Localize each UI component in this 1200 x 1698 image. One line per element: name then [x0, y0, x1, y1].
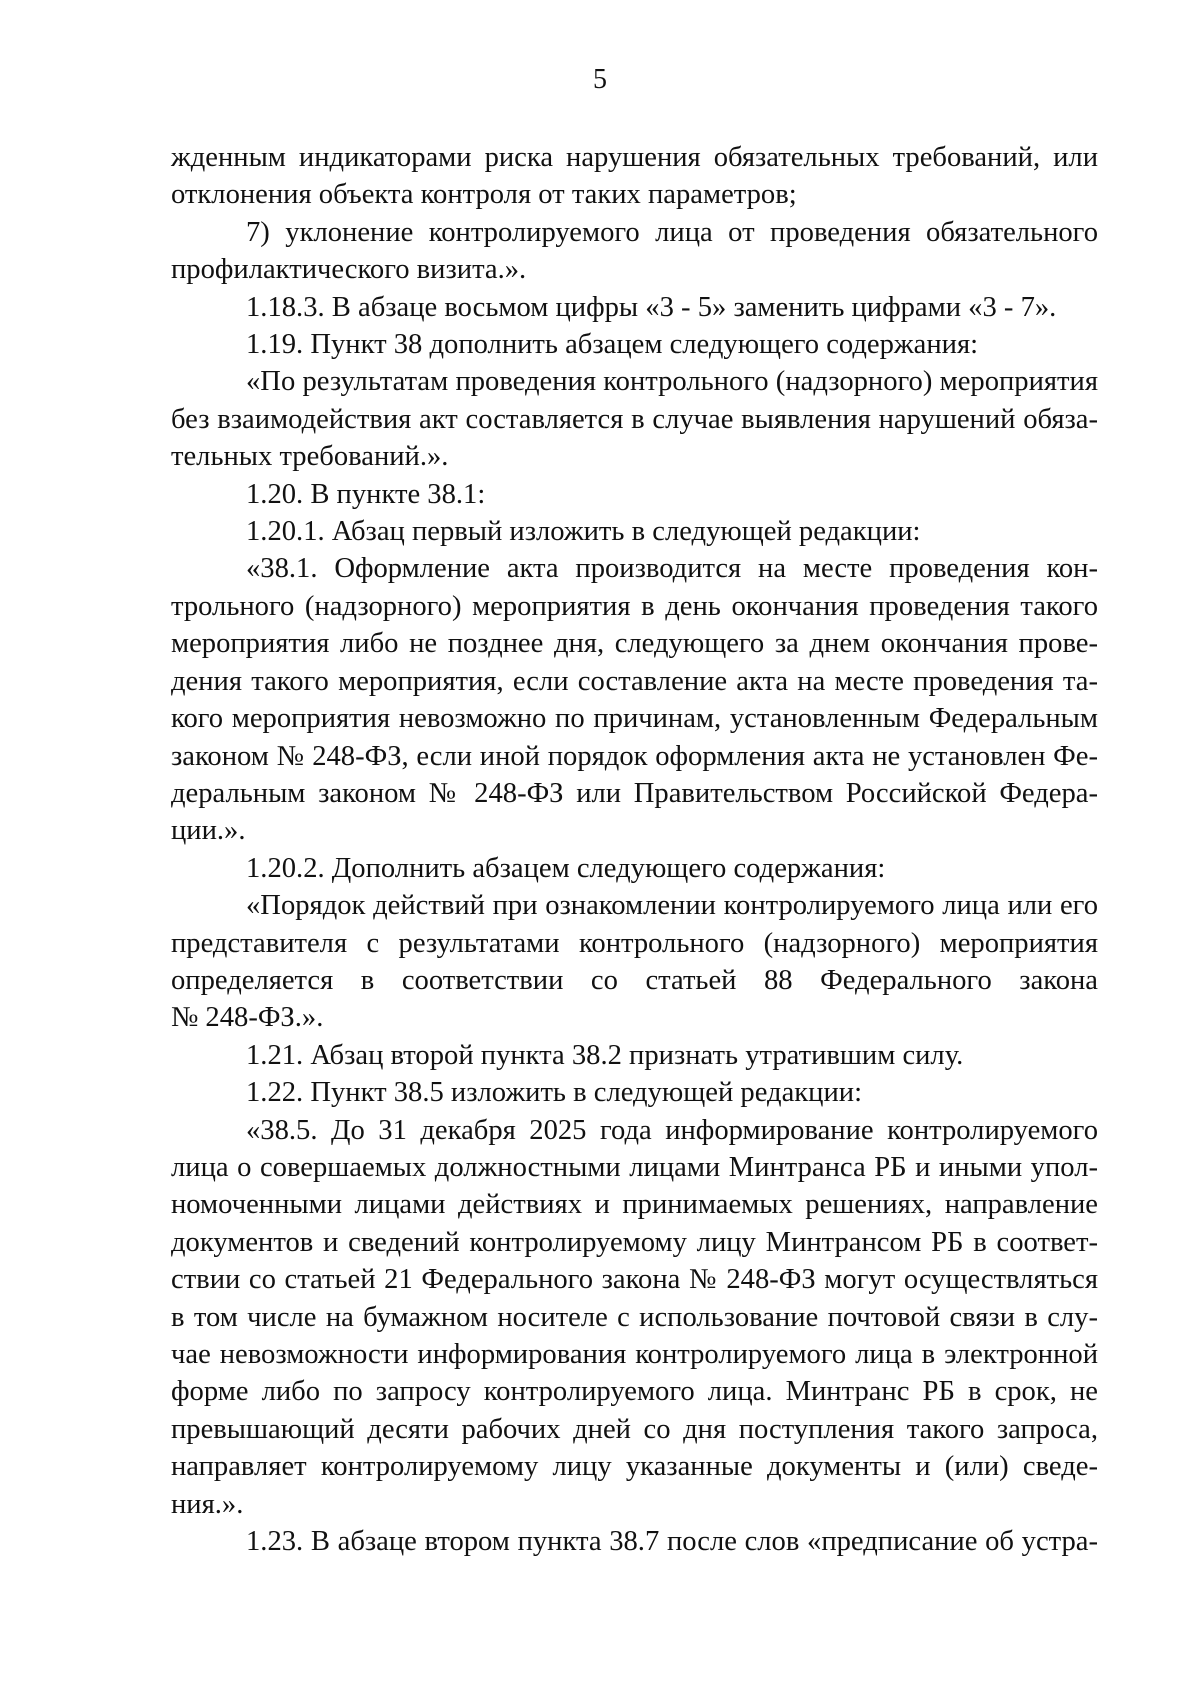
- text-line: жденным индикаторами риска нарушения обязательных требований, или: [171, 142, 1098, 173]
- text-line: отклонения объекта контроля от таких параметров;: [171, 179, 797, 211]
- text-line: чае невозможности информирования контролируемого лица в электронной: [171, 1339, 1098, 1370]
- text-line: «По результатам проведения контрольного (надзорного) мероприятия: [246, 366, 1098, 398]
- text-line: без взаимодействия акт составляется в случае выявления нарушений обяза-: [171, 403, 1098, 435]
- text-line: направляет контролируемому лицу указанные документы и (или) сведе-: [171, 1451, 1098, 1483]
- text-line: профилактического визита.».: [171, 254, 527, 286]
- text-line: законом № 248-ФЗ, если иной порядок оформления акта не установлен Фе-: [171, 740, 1098, 772]
- text-line: трольного (надзорного) мероприятия в день окончания проведения такого: [171, 590, 1098, 622]
- text-line: 1.23. В абзаце втором пункта 38.7 после слов «предписание об устра-: [246, 1526, 1098, 1558]
- text-line: 1.18.3. В абзаце восьмом цифры «3 - 5» заменить цифрами «3 - 7».: [246, 291, 1057, 323]
- text-line: ствии со статьей 21 Федерального закона № 248-ФЗ могут осуществляться: [171, 1264, 1098, 1296]
- text-line: 1.20. В пункте 38.1:: [246, 478, 486, 510]
- text-line: деральным законом № 248-ФЗ или Правительством Российской Федера-: [171, 777, 1098, 809]
- text-line: 1.20.2. Дополнить абзацем следующего содержания:: [246, 852, 886, 884]
- text-line: лица о совершаемых должностными лицами Минтранса РБ и иными упол-: [171, 1151, 1098, 1183]
- text-line: «38.1. Оформление акта производится на месте проведения кон-: [246, 553, 1098, 585]
- text-line: ния.».: [171, 1488, 244, 1520]
- text-line: в том числе на бумажном носителе с использование почтовой связи в слу-: [171, 1301, 1098, 1333]
- text-line: дения такого мероприятия, если составление акта на месте проведения та-: [171, 665, 1098, 697]
- text-line: 1.20.1. Абзац первый изложить в следующей редакции:: [246, 516, 921, 548]
- text-line: ции.».: [171, 815, 246, 847]
- text-line: 1.22. Пункт 38.5 изложить в следующей редакции:: [246, 1077, 863, 1109]
- text-line: № 248-ФЗ.».: [171, 1002, 324, 1034]
- text-line: мероприятия либо не позднее дня, следующего за днем окончания прове-: [171, 628, 1098, 660]
- page-number: 5: [593, 64, 607, 95]
- text-line: превышающий десяти рабочих дней со дня поступления такого запроса,: [171, 1413, 1098, 1445]
- text-line: «38.5. До 31 декабря 2025 года информирование контролируемого: [246, 1114, 1098, 1146]
- text-line: форме либо по запросу контролируемого лица. Минтранс РБ в срок, не: [171, 1376, 1098, 1408]
- text-line: представителя с результатами контрольного (надзорного) мероприятия: [171, 927, 1098, 959]
- text-line: документов и сведений контролируемому лицу Минтрансом РБ в соответ-: [171, 1226, 1098, 1258]
- text-line: 1.21. Абзац второй пункта 38.2 признать утратившим силу.: [246, 1039, 964, 1071]
- text-line: тельных требований.».: [171, 441, 449, 473]
- text-line: 7) уклонение контролируемого лица от проведения обязательного: [246, 216, 1098, 248]
- text-line: определяется в соответствии со статьей 88 Федерального закона: [171, 964, 1098, 996]
- text-line: «Порядок действий при ознакомлении контролируемого лица или его: [246, 890, 1098, 922]
- text-line: 1.19. Пункт 38 дополнить абзацем следующего содержания:: [246, 329, 979, 361]
- text-line: кого мероприятия невозможно по причинам, установленным Федеральным: [171, 703, 1098, 735]
- document-body: [171, 139, 1098, 1560]
- text-line: номоченными лицами действиях и принимаемых решениях, направление: [171, 1189, 1098, 1221]
